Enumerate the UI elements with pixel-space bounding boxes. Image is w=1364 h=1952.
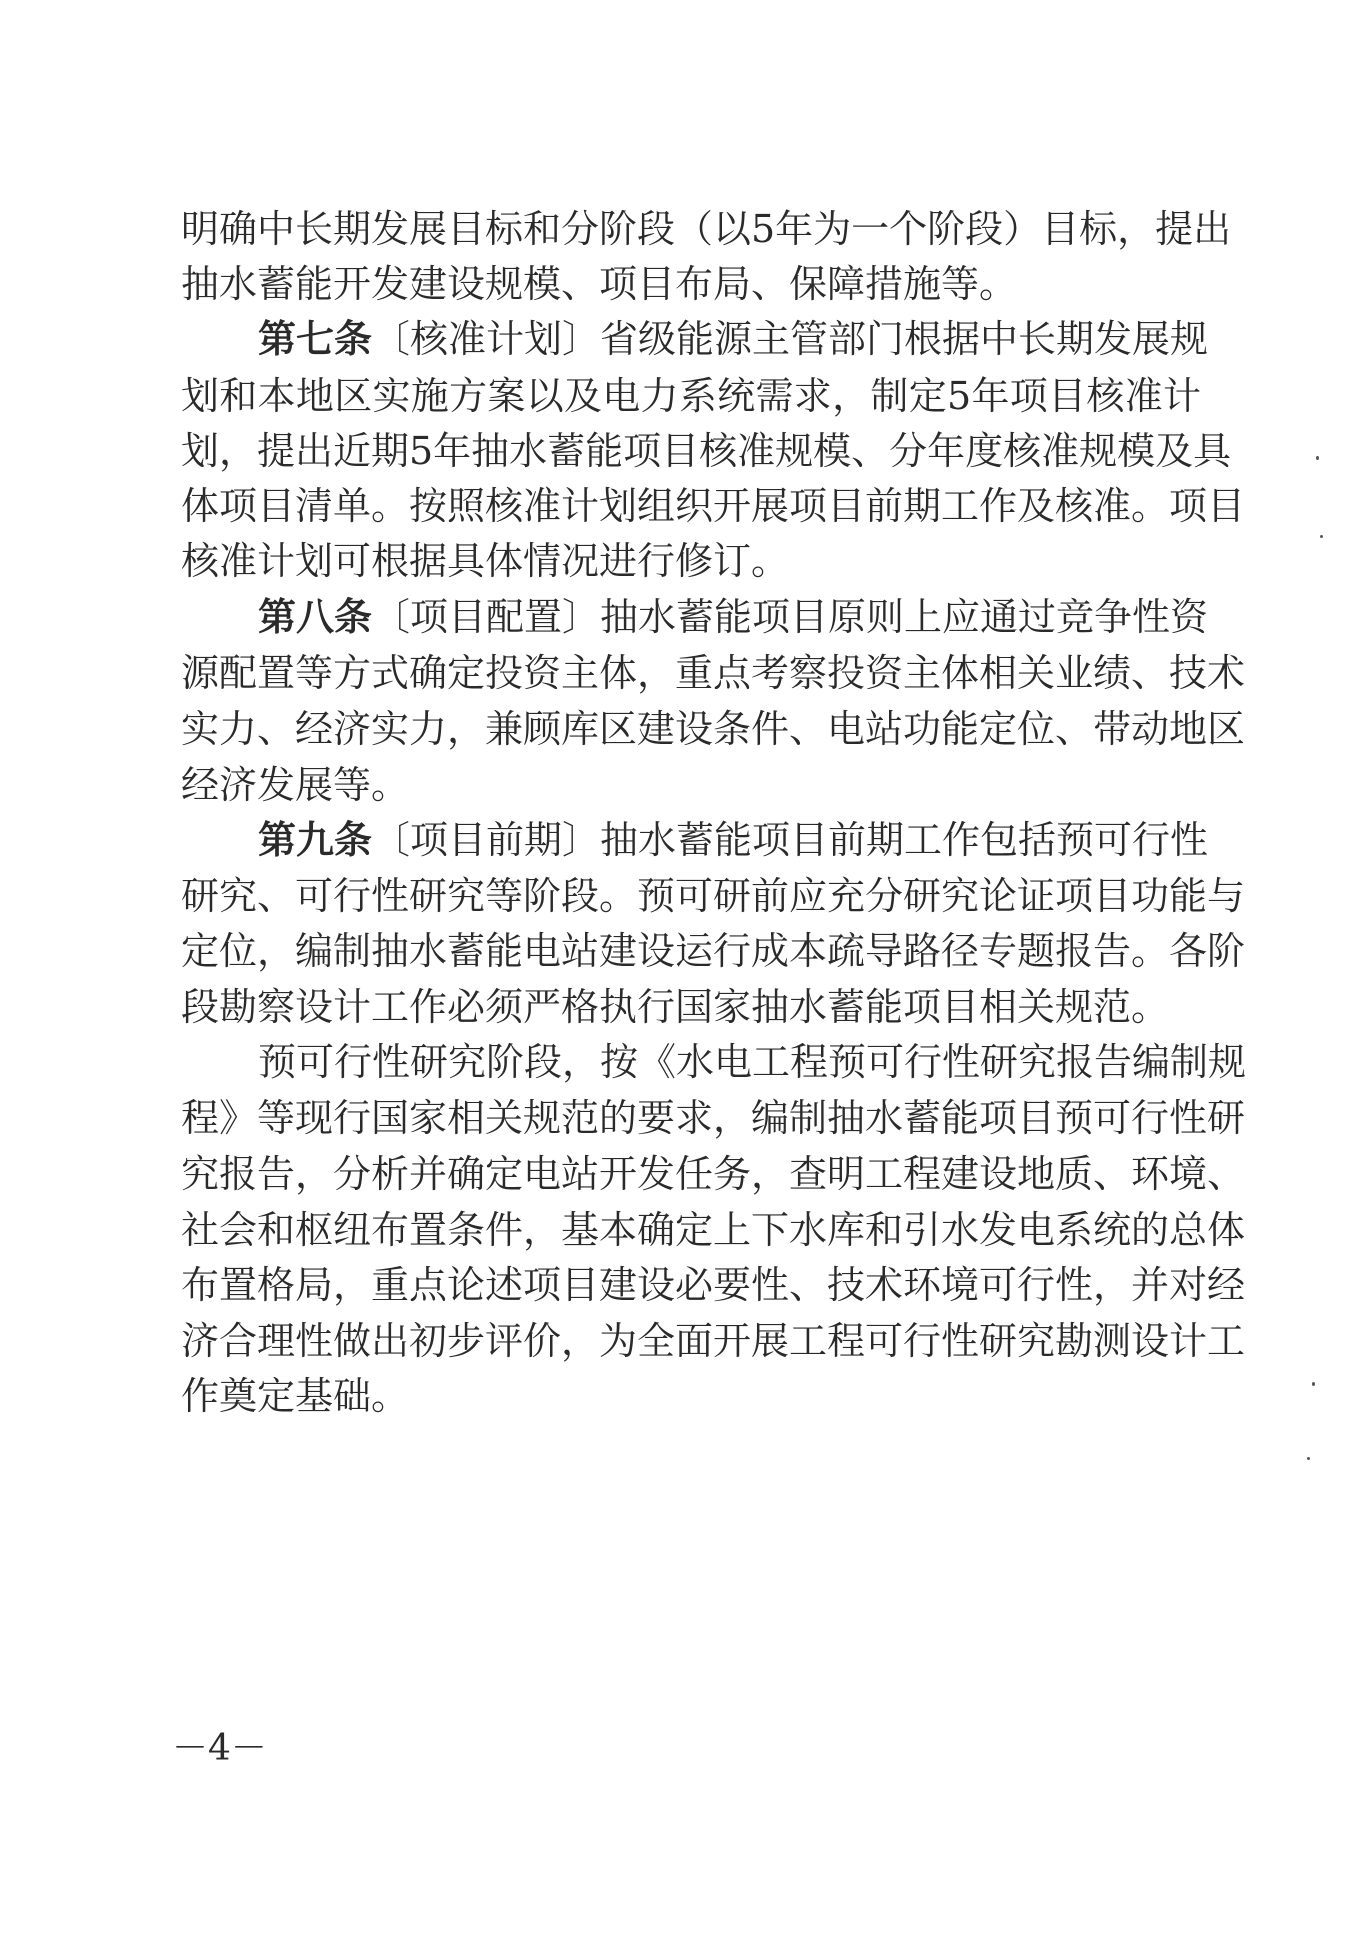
- article-7-text: 省级能源主管部门根据中长期发展规: [600, 317, 1209, 361]
- body-line: 段勘察设计工作必须严格执行国家抽水蓄能项目相关规范。: [181, 985, 1170, 1029]
- body-line: 抽水蓄能开发建设规模、项目布局、保障措施等。: [181, 262, 1018, 306]
- article-8-heading: 第八条: [258, 595, 373, 639]
- article-9-tag: 〔项目前期〕: [372, 818, 601, 862]
- body-line: 划和本地区实施方案以及电力系统需求，制定5年项目核准计: [181, 374, 1201, 418]
- body-line: 济合理性做出初步评价，为全面开展工程可行性研究勘测设计工: [181, 1319, 1246, 1363]
- body-line: 实力、经济实力，兼顾库区建设条件、电站功能定位、带动地区: [181, 707, 1246, 751]
- body-line: 究报告，分析并确定电站开发任务，查明工程建设地质、环境、: [181, 1152, 1246, 1196]
- body-line: 预可行性研究阶段，按《水电工程预可行性研究报告编制规: [258, 1040, 1247, 1084]
- article-9-text: 抽水蓄能项目前期工作包括预可行性: [600, 818, 1209, 862]
- body-line: 程》等现行国家相关规范的要求，编制抽水蓄能项目预可行性研: [181, 1096, 1246, 1140]
- page-number: －4－: [172, 1728, 267, 1769]
- article-8-tag: 〔项目配置〕: [372, 595, 601, 639]
- article-7-paragraph: [258, 317, 1209, 361]
- body-line: 经济发展等。: [181, 763, 410, 807]
- article-9-heading: 第九条: [258, 818, 373, 862]
- body-line: 研究、可行性研究等阶段。预可研前应充分研究论证项目功能与: [181, 874, 1246, 918]
- body-line: 核准计划可根据具体情况进行修订。: [181, 539, 790, 583]
- body-line: 源配置等方式确定投资主体，重点考察投资主体相关业绩、技术: [181, 651, 1246, 695]
- article-8-text: 抽水蓄能项目原则上应通过竞争性资: [600, 595, 1209, 639]
- body-line: 社会和枢纽布置条件，基本确定上下水库和引水发电系统的总体: [181, 1208, 1246, 1252]
- body-line: 明确中长期发展目标和分阶段（以5年为一个阶段）目标，提出: [181, 207, 1232, 251]
- body-line: 作奠定基础。: [181, 1374, 410, 1418]
- body-line: 定位，编制抽水蓄能电站建设运行成本疏导路径专题报告。各阶: [181, 929, 1246, 973]
- body-line: 体项目清单。按照核准计划组织开展项目前期工作及核准。项目: [181, 484, 1246, 528]
- article-9-paragraph: [258, 818, 1209, 862]
- scan-speck: [1312, 1382, 1315, 1386]
- scan-speck: [1316, 456, 1319, 460]
- article-7-heading: 第七条: [258, 317, 373, 361]
- article-7-tag: 〔核准计划〕: [372, 317, 601, 361]
- scan-speck: [1320, 535, 1323, 538]
- body-line: 划，提出近期5年抽水蓄能项目核准规模、分年度核准规模及具: [181, 429, 1232, 473]
- scan-speck: [1307, 1457, 1310, 1460]
- body-line: 布置格局，重点论述项目建设必要性、技术环境可行性，并对经: [181, 1263, 1246, 1307]
- article-8-paragraph: [258, 595, 1209, 639]
